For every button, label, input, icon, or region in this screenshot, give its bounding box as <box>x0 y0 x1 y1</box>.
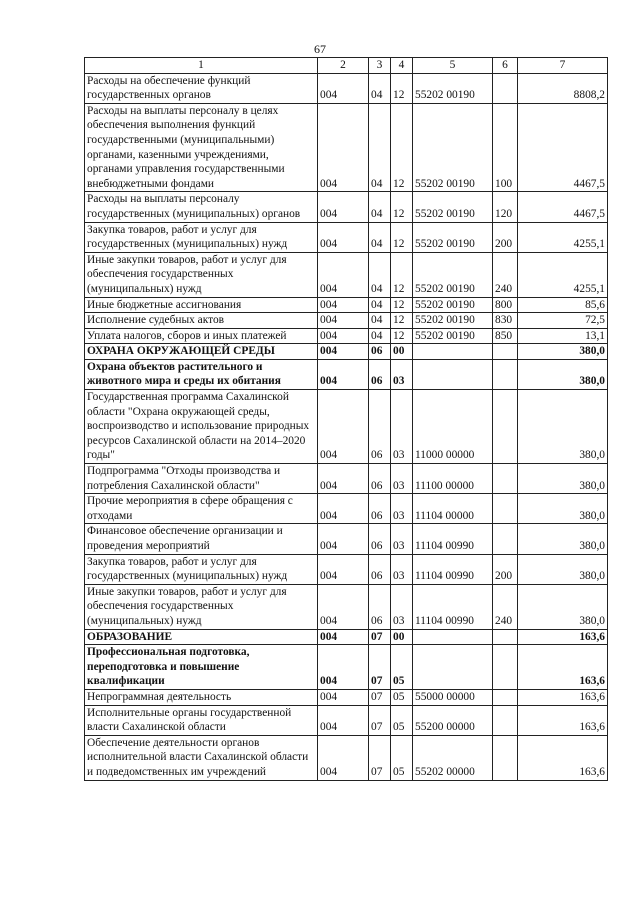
row-subsection: 00 <box>391 629 413 645</box>
row-expense-type <box>493 705 518 735</box>
row-subsection: 12 <box>391 192 413 222</box>
row-section: 06 <box>369 344 391 360</box>
row-subsection: 03 <box>391 464 413 494</box>
header-cell-3: 3 <box>369 58 391 74</box>
row-admin-code: 004 <box>318 222 369 252</box>
row-admin-code: 004 <box>318 524 369 554</box>
row-admin-code: 004 <box>318 494 369 524</box>
header-cell-4: 4 <box>391 58 413 74</box>
row-amount: 4255,1 <box>518 222 608 252</box>
row-target-item: 55202 00190 <box>413 192 493 222</box>
row-amount: 163,6 <box>518 735 608 780</box>
row-expense-type: 830 <box>493 313 518 329</box>
row-subsection: 12 <box>391 222 413 252</box>
row-subsection: 12 <box>391 328 413 344</box>
row-subsection: 05 <box>391 689 413 705</box>
row-name: Профессиональная подготовка, переподготовка и повышение квалификации <box>85 645 318 690</box>
table-row <box>85 252 608 297</box>
row-target-item: 55202 00190 <box>413 73 493 103</box>
row-expense-type <box>493 344 518 360</box>
row-admin-code: 004 <box>318 73 369 103</box>
table-row <box>85 192 608 222</box>
row-target-item <box>413 359 493 389</box>
row-subsection: 03 <box>391 494 413 524</box>
row-section: 04 <box>369 297 391 313</box>
row-expense-type: 120 <box>493 192 518 222</box>
table-row <box>85 645 608 690</box>
table-row <box>85 344 608 360</box>
row-target-item: 55202 00190 <box>413 103 493 192</box>
row-target-item: 11100 00000 <box>413 464 493 494</box>
row-subsection: 05 <box>391 645 413 690</box>
row-expense-type: 200 <box>493 222 518 252</box>
row-name: Государственная программа Сахалинской области "Охрана окружающей среды, воспроизводство и использование природных ресурсов Сахалинской области на 2014–2020 годы" <box>85 390 318 464</box>
table-row <box>85 73 608 103</box>
row-subsection: 05 <box>391 735 413 780</box>
table-row <box>85 222 608 252</box>
row-target-item: 55202 00190 <box>413 297 493 313</box>
page-cut-off <box>0 845 640 905</box>
row-amount: 13,1 <box>518 328 608 344</box>
page-number: 67 <box>314 42 326 56</box>
row-name: Прочие мероприятия в сфере обращения с отходами <box>85 494 318 524</box>
header-cell-7: 7 <box>518 58 608 74</box>
row-expense-type <box>493 645 518 690</box>
table-row <box>85 328 608 344</box>
row-target-item: 55202 00190 <box>413 313 493 329</box>
row-amount: 380,0 <box>518 524 608 554</box>
row-section: 04 <box>369 192 391 222</box>
row-admin-code: 004 <box>318 390 369 464</box>
row-name: Исполнение судебных актов <box>85 313 318 329</box>
row-target-item: 11000 00000 <box>413 390 493 464</box>
row-admin-code: 004 <box>318 313 369 329</box>
row-section: 04 <box>369 222 391 252</box>
row-expense-type: 850 <box>493 328 518 344</box>
row-name: Исполнительные органы государственной власти Сахалинской области <box>85 705 318 735</box>
row-name: Охрана объектов растительного и животного мира и среды их обитания <box>85 359 318 389</box>
row-amount: 380,0 <box>518 344 608 360</box>
row-name: ОХРАНА ОКРУЖАЮЩЕЙ СРЕДЫ <box>85 344 318 360</box>
row-name: Подпрограмма "Отходы производства и потребления Сахалинской области" <box>85 464 318 494</box>
row-subsection: 03 <box>391 554 413 584</box>
table-row <box>85 584 608 629</box>
row-target-item <box>413 344 493 360</box>
table-row <box>85 524 608 554</box>
row-subsection: 03 <box>391 359 413 389</box>
row-target-item: 55200 00000 <box>413 705 493 735</box>
row-admin-code: 004 <box>318 344 369 360</box>
row-name: Иные закупки товаров, работ и услуг для обеспечения государственных (муниципальных) нужд <box>85 252 318 297</box>
row-name: Финансовое обеспечение организации и проведения мероприятий <box>85 524 318 554</box>
row-section: 06 <box>369 359 391 389</box>
table-body <box>85 73 608 780</box>
row-section: 06 <box>369 554 391 584</box>
row-name: Непрограммная деятельность <box>85 689 318 705</box>
row-subsection: 12 <box>391 103 413 192</box>
row-admin-code: 004 <box>318 359 369 389</box>
row-section: 06 <box>369 464 391 494</box>
table-row <box>85 313 608 329</box>
row-section: 06 <box>369 524 391 554</box>
row-section: 04 <box>369 103 391 192</box>
row-subsection: 03 <box>391 524 413 554</box>
row-subsection: 12 <box>391 252 413 297</box>
row-amount: 85,6 <box>518 297 608 313</box>
row-section: 04 <box>369 252 391 297</box>
row-target-item: 11104 00990 <box>413 524 493 554</box>
row-target-item: 11104 00990 <box>413 584 493 629</box>
row-subsection: 03 <box>391 584 413 629</box>
row-target-item: 11104 00000 <box>413 494 493 524</box>
row-expense-type <box>493 390 518 464</box>
row-name: Расходы на выплаты персоналу в целях обеспечения выполнения функций государственными (муниципальными) органами, казенными учреждениями, органами управления государственными внебюджетными фондами <box>85 103 318 192</box>
row-name: Иные бюджетные ассигнования <box>85 297 318 313</box>
header-cell-5: 5 <box>413 58 493 74</box>
row-admin-code: 004 <box>318 328 369 344</box>
row-target-item: 55202 00000 <box>413 735 493 780</box>
row-name: ОБРАЗОВАНИЕ <box>85 629 318 645</box>
row-subsection: 12 <box>391 73 413 103</box>
row-section: 04 <box>369 328 391 344</box>
row-expense-type <box>493 524 518 554</box>
row-target-item: 11104 00990 <box>413 554 493 584</box>
row-amount: 4255,1 <box>518 252 608 297</box>
row-amount: 163,6 <box>518 645 608 690</box>
row-expense-type <box>493 359 518 389</box>
row-admin-code: 004 <box>318 103 369 192</box>
table-row <box>85 689 608 705</box>
budget-table <box>84 57 608 781</box>
row-subsection: 12 <box>391 313 413 329</box>
row-section: 06 <box>369 390 391 464</box>
table-row <box>85 494 608 524</box>
row-name: Уплата налогов, сборов и иных платежей <box>85 328 318 344</box>
row-admin-code: 004 <box>318 629 369 645</box>
row-admin-code: 004 <box>318 297 369 313</box>
row-amount: 163,6 <box>518 629 608 645</box>
row-target-item: 55000 00000 <box>413 689 493 705</box>
row-amount: 380,0 <box>518 554 608 584</box>
row-target-item <box>413 629 493 645</box>
row-admin-code: 004 <box>318 584 369 629</box>
table-header-row <box>85 58 608 74</box>
row-expense-type <box>493 689 518 705</box>
row-expense-type <box>493 629 518 645</box>
table-row <box>85 735 608 780</box>
row-admin-code: 004 <box>318 705 369 735</box>
row-subsection: 12 <box>391 297 413 313</box>
row-amount: 163,6 <box>518 705 608 735</box>
row-target-item: 55202 00190 <box>413 252 493 297</box>
row-admin-code: 004 <box>318 554 369 584</box>
row-subsection: 00 <box>391 344 413 360</box>
row-amount: 4467,5 <box>518 192 608 222</box>
header-cell-2: 2 <box>318 58 369 74</box>
row-section: 06 <box>369 494 391 524</box>
table-row <box>85 390 608 464</box>
table-row <box>85 103 608 192</box>
row-amount: 8808,2 <box>518 73 608 103</box>
row-name: Закупка товаров, работ и услуг для государственных (муниципальных) нужд <box>85 554 318 584</box>
row-expense-type <box>493 464 518 494</box>
row-section: 07 <box>369 735 391 780</box>
table-row <box>85 554 608 584</box>
row-admin-code: 004 <box>318 735 369 780</box>
row-expense-type: 200 <box>493 554 518 584</box>
row-subsection: 05 <box>391 705 413 735</box>
table-row <box>85 297 608 313</box>
row-target-item: 55202 00190 <box>413 222 493 252</box>
row-target-item <box>413 645 493 690</box>
row-expense-type: 240 <box>493 584 518 629</box>
row-name: Расходы на обеспечение функций государственных органов <box>85 73 318 103</box>
row-amount: 380,0 <box>518 464 608 494</box>
row-section: 04 <box>369 73 391 103</box>
row-expense-type <box>493 735 518 780</box>
header-cell-6: 6 <box>493 58 518 74</box>
row-amount: 380,0 <box>518 494 608 524</box>
row-admin-code: 004 <box>318 464 369 494</box>
row-amount: 72,5 <box>518 313 608 329</box>
row-section: 04 <box>369 313 391 329</box>
row-expense-type: 100 <box>493 103 518 192</box>
table-row <box>85 359 608 389</box>
row-name: Расходы на выплаты персоналу государственных (муниципальных) органов <box>85 192 318 222</box>
row-section: 07 <box>369 629 391 645</box>
row-amount: 380,0 <box>518 584 608 629</box>
row-section: 06 <box>369 584 391 629</box>
row-name: Иные закупки товаров, работ и услуг для обеспечения государственных (муниципальных) нужд <box>85 584 318 629</box>
row-name: Закупка товаров, работ и услуг для государственных (муниципальных) нужд <box>85 222 318 252</box>
row-target-item: 55202 00190 <box>413 328 493 344</box>
row-amount: 380,0 <box>518 359 608 389</box>
row-section: 07 <box>369 689 391 705</box>
row-admin-code: 004 <box>318 689 369 705</box>
table-row <box>85 705 608 735</box>
row-amount: 380,0 <box>518 390 608 464</box>
row-admin-code: 004 <box>318 252 369 297</box>
row-amount: 163,6 <box>518 689 608 705</box>
table-row <box>85 464 608 494</box>
row-expense-type: 800 <box>493 297 518 313</box>
row-name: Обеспечение деятельности органов исполнительной власти Сахалинской области и подведомственных им учреждений <box>85 735 318 780</box>
row-expense-type <box>493 494 518 524</box>
row-amount: 4467,5 <box>518 103 608 192</box>
row-expense-type <box>493 73 518 103</box>
row-section: 07 <box>369 645 391 690</box>
row-expense-type: 240 <box>493 252 518 297</box>
table-row <box>85 629 608 645</box>
row-subsection: 03 <box>391 390 413 464</box>
row-section: 07 <box>369 705 391 735</box>
row-admin-code: 004 <box>318 192 369 222</box>
header-cell-1: 1 <box>85 58 318 74</box>
row-admin-code: 004 <box>318 645 369 690</box>
